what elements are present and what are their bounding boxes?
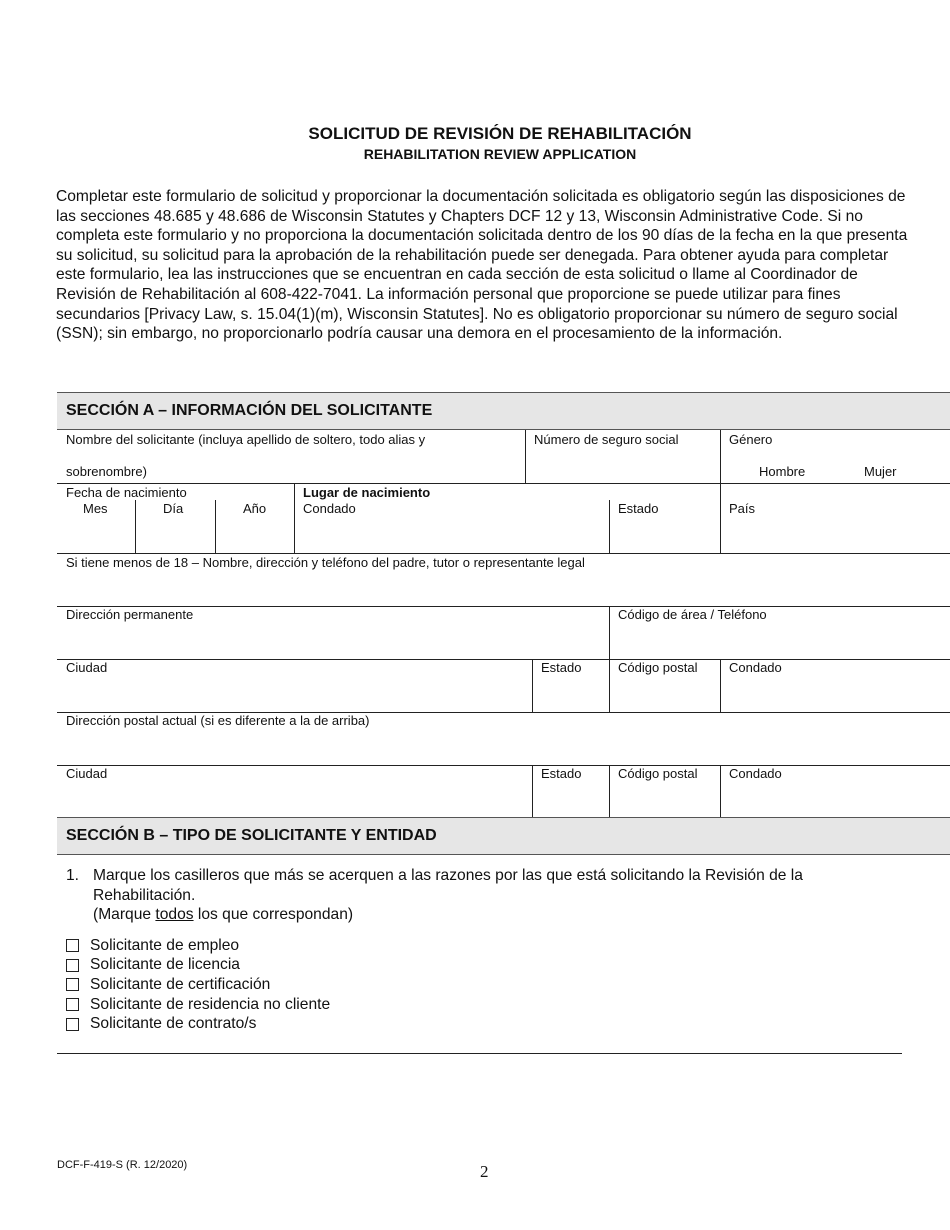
page-number: 2 — [480, 1162, 489, 1181]
applicant-type-checklist — [66, 936, 330, 1034]
bottom-divider — [57, 1053, 902, 1054]
dob-year-field[interactable]: Año — [243, 501, 267, 516]
checkbox-contract[interactable]: Solicitante de contrato/s — [66, 1014, 330, 1034]
dob-day-field[interactable]: Día — [163, 501, 184, 516]
ssn-label: Número de seguro social — [534, 432, 679, 447]
form-title: SOLICITUD DE REVISIÓN DE REHABILITACIÓN — [308, 124, 692, 143]
form-code: DCF-F-419-S (R. 12/2020) — [57, 1159, 188, 1171]
form-subtitle: REHABILITATION REVIEW APPLICATION — [363, 146, 637, 162]
gender-label: Género — [729, 432, 773, 447]
question-1-number: 1. — [66, 867, 80, 884]
checkbox-box[interactable] — [66, 978, 79, 991]
dob-label: Fecha de nacimiento — [66, 485, 187, 500]
question-1-text: Marque los casilleros que más se acerquen a las razones por las que está solicitando la Revisión de la Rehabilitación. — [93, 867, 803, 904]
birth-state-field[interactable]: Estado — [618, 501, 659, 516]
question-1-note: (Marque todos los que correspondan) — [93, 906, 354, 924]
gender-male-option[interactable]: Hombre — [759, 464, 806, 479]
checkbox-box[interactable] — [66, 959, 79, 972]
zip-field[interactable]: Código postal — [618, 660, 698, 675]
checkbox-license[interactable]: Solicitante de licencia — [66, 956, 330, 976]
mailing-city-field[interactable]: Ciudad — [66, 766, 108, 781]
checkbox-box[interactable] — [66, 939, 79, 952]
birthplace-label: Lugar de nacimiento — [303, 485, 431, 500]
applicant-name-label: Nombre del solicitante (incluya apellido de soltero, todo alias y — [66, 432, 426, 447]
mailing-county-field[interactable]: Condado — [729, 766, 782, 781]
intro-paragraph: Completar este formulario de solicitud y proporcionar la documentación solicitada es obligatorio según las disposiciones de las secciones 48.685 y 48.686 de Wisconsin Statutes y Chapters DCF 12 y 13, Wisconsin Administrative Code. Si no completa este formulario y no proporciona la documentación solicitada dentro de los 90 días de la fecha en la que presenta su solicitud, su solicitud para la aprobación de la rehabilitación puede ser denegada. Para obtener ayuda para completar este formulario, lea las instrucciones que se encuentran en cada sección de esta solicitud o llame al Coordinador de Revisión de Rehabilitación al 608-422-7041. La información personal que proporcione se puede utilizar para fines secundarios [Privacy Law, s. 15.04(1)(m), Wisconsin Statutes]. No es obligatorio proporcionar su número de seguro social (SSN); sin embargo, no proporcionarlo podría causar una demora en el procesamiento de la información. — [56, 188, 908, 343]
mailing-state-field[interactable]: Estado — [541, 766, 582, 781]
gender-female-option[interactable]: Mujer — [864, 464, 897, 479]
checkbox-box[interactable] — [66, 998, 79, 1011]
minor-guardian-field[interactable]: Si tiene menos de 18 – Nombre, dirección y teléfono del padre, tutor o representante legal — [66, 555, 585, 570]
section-a-header: SECCIÓN A – INFORMACIÓN DEL SOLICITANTE — [57, 392, 950, 430]
checkbox-box[interactable] — [66, 1018, 79, 1031]
state-field[interactable]: Estado — [541, 660, 582, 675]
checkbox-employment[interactable]: Solicitante de empleo — [66, 936, 330, 956]
permanent-address-field[interactable]: Dirección permanente — [66, 607, 194, 622]
birth-country-field[interactable]: País — [729, 501, 756, 516]
mailing-zip-field[interactable]: Código postal — [618, 766, 698, 781]
section-b-header: SECCIÓN B – TIPO DE SOLICITANTE Y ENTIDAD — [57, 817, 950, 855]
question-1 — [66, 866, 896, 925]
dob-month-field[interactable]: Mes — [83, 501, 108, 516]
county-field[interactable]: Condado — [729, 660, 782, 675]
phone-field[interactable]: Código de área / Teléfono — [618, 607, 767, 622]
city-field[interactable]: Ciudad — [66, 660, 108, 675]
birth-county-field[interactable]: Condado — [303, 501, 356, 516]
mailing-address-field[interactable]: Dirección postal actual (si es diferente a la de arriba) — [66, 713, 370, 728]
checkbox-nonclient-residence[interactable]: Solicitante de residencia no cliente — [66, 995, 330, 1015]
checkbox-certification[interactable]: Solicitante de certificación — [66, 975, 330, 995]
applicant-name-label-cont: sobrenombre) — [66, 464, 147, 479]
